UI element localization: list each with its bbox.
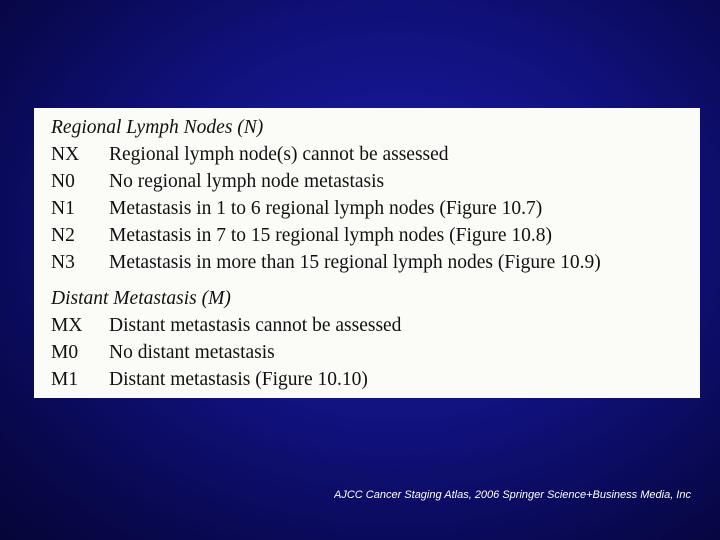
stage-code: N1	[51, 198, 75, 219]
stage-code: MX	[51, 315, 83, 336]
stage-description: Metastasis in 1 to 6 regional lymph nodes (Figure 10.7)	[109, 198, 543, 219]
stage-code: N0	[51, 171, 75, 192]
table-row	[51, 339, 700, 366]
table-row	[51, 222, 700, 249]
stage-description: No regional lymph node metastasis	[109, 171, 385, 192]
table-row	[51, 366, 700, 393]
table-row	[51, 141, 700, 168]
stage-code: N3	[51, 252, 75, 273]
table-row	[51, 312, 700, 339]
section-spacer	[51, 276, 700, 285]
stage-description: Regional lymph node(s) cannot be assessed	[109, 144, 449, 165]
stage-description: Distant metastasis (Figure 10.10)	[109, 369, 368, 390]
stage-code: N2	[51, 225, 75, 246]
stage-code: M1	[51, 369, 79, 390]
stage-description: Metastasis in more than 15 regional lymph nodes (Figure 10.9)	[109, 252, 601, 273]
regional-lymph-nodes-title: Regional Lymph Nodes (N)	[51, 117, 264, 138]
distant-metastasis-title: Distant Metastasis (M)	[51, 288, 231, 309]
table-row	[51, 249, 700, 276]
stage-description: Distant metastasis cannot be assessed	[109, 315, 402, 336]
stage-code: NX	[51, 144, 80, 165]
source-caption: AJCC Cancer Staging Atlas, 2006 Springer Science+Business Media, Inc	[334, 489, 691, 501]
table-row	[51, 168, 700, 195]
stage-description: No distant metastasis	[109, 342, 275, 363]
table-row	[51, 195, 700, 222]
stage-description: Metastasis in 7 to 15 regional lymph nodes (Figure 10.8)	[109, 225, 553, 246]
stage-code: M0	[51, 342, 79, 363]
staging-table-panel	[34, 108, 700, 398]
